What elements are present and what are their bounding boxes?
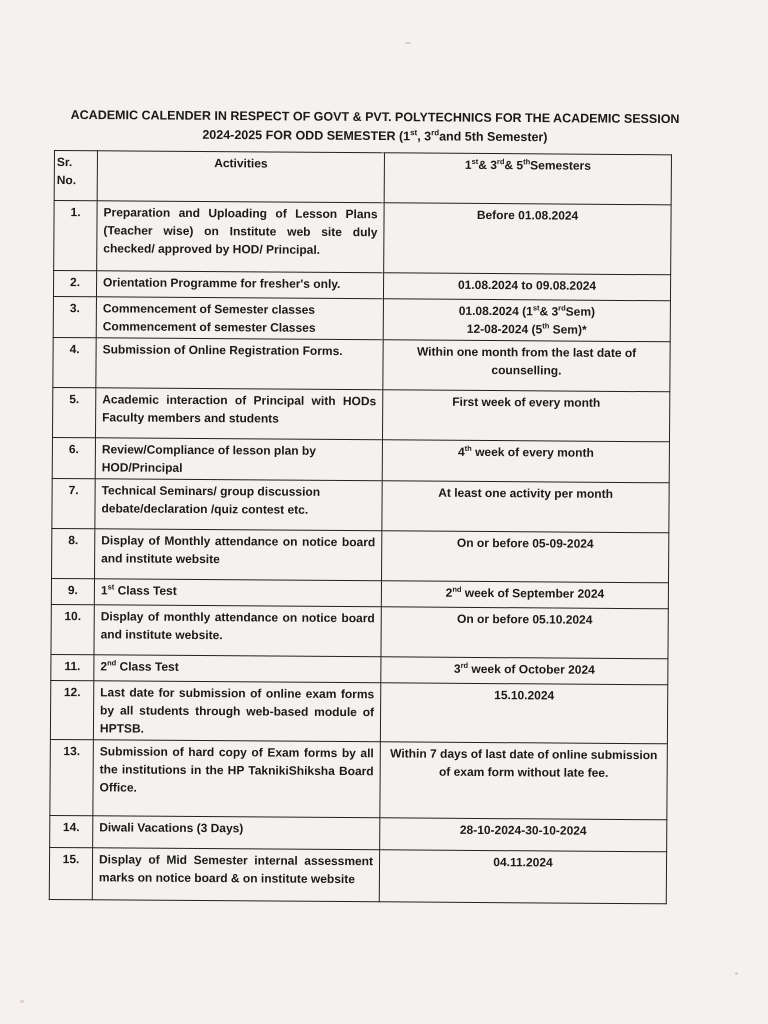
row-sr: 11.	[51, 654, 94, 680]
activity-line: Commencement of Semester classes	[102, 301, 316, 317]
row-sr: 4.	[53, 337, 96, 387]
row-sr: 10.	[51, 604, 94, 654]
row-sr: 9.	[51, 578, 94, 604]
table-row	[52, 387, 669, 441]
row-activity: Submission of Online Registration Forms.	[96, 338, 383, 390]
row-date: Within 7 days of last date of online submission of exam form without late fee.	[380, 742, 668, 820]
row-date: 2nd week of September 2024	[381, 581, 668, 609]
row-activity: Last date for submission of online exam forms by all students through web-based module of HPTSB.	[93, 681, 380, 742]
table-row	[53, 337, 670, 391]
row-activity: Preparation and Uploading of Lesson Plans (Teacher wise) on Institute web site duly checked/ approved by HOD/ Principal.	[97, 201, 384, 273]
table-row	[54, 201, 671, 275]
row-date: 4th week of every month	[382, 440, 669, 483]
title-line-1: ACADEMIC CALENDER IN RESPECT OF GOVT & PVT. POLYTECHNICS FOR THE ACADEMIC SESSION	[70, 107, 680, 127]
row-date	[383, 299, 670, 342]
row-sr: 3.	[53, 296, 96, 337]
row-date: 28-10-2024-30-10-2024	[380, 818, 667, 852]
row-activity: Diwali Vacations (3 Days)	[93, 816, 380, 850]
table-row	[50, 815, 667, 851]
row-activity: Academic interaction of Principal with HODs Faculty members and students	[95, 388, 382, 440]
row-date: 3rd week of October 2024	[381, 657, 668, 685]
row-sr: 8.	[52, 528, 95, 578]
table-header-row	[54, 151, 671, 205]
date-line: 12-08-2024 (5th Sem)*	[466, 321, 587, 337]
row-date: Before 01.08.2024	[384, 203, 671, 275]
row-activity: Review/Compliance of lesson plan by HOD/Principal	[95, 438, 382, 481]
row-date: First week of every month	[382, 390, 669, 442]
row-date: On or before 05-09-2024	[382, 531, 669, 583]
row-activity: Technical Seminars/ group discussion debate/declaration /quiz contest etc.	[95, 479, 382, 531]
row-sr: 14.	[50, 815, 93, 847]
table-row	[50, 680, 667, 743]
row-activity: Orientation Programme for fresher's only.	[96, 271, 383, 299]
row-date: Within one month from the last date of counselling.	[383, 340, 670, 392]
row-activity: 1st Class Test	[94, 579, 381, 607]
row-sr: 13.	[50, 739, 94, 815]
header-semesters: 1st& 3rd& 5thSemesters	[384, 153, 671, 205]
table-row	[53, 296, 670, 341]
row-date: At least one activity per month	[382, 481, 669, 533]
activity-line: Commencement of semester Classes	[102, 319, 316, 335]
row-activity: Display of Monthly attendance on notice board and institute website	[95, 529, 382, 581]
row-activity: 2nd Class Test	[94, 655, 381, 683]
row-sr: 7.	[52, 478, 95, 528]
row-sr: 15.	[49, 847, 92, 899]
row-date: On or before 05.10.2024	[381, 607, 668, 659]
table-row	[52, 478, 669, 532]
row-date: 04.11.2024	[379, 850, 666, 904]
date-line: 01.08.2024 (1st& 3rdSem)	[458, 303, 596, 319]
row-sr: 2.	[53, 271, 96, 297]
row-date: 01.08.2024 to 09.08.2024	[383, 273, 670, 301]
table-row	[50, 739, 668, 819]
header-sr-no: Sr. No.	[54, 151, 97, 201]
title-line-2: 2024-2025 FOR ODD SEMESTER (1st, 3rdand 5th Semester)	[202, 127, 548, 145]
header-activities: Activities	[97, 151, 384, 203]
row-activity: Submission of hard copy of Exam forms by all the institutions in the HP TaknikiShiksha Board Office.	[93, 740, 381, 818]
table-row	[51, 604, 668, 658]
row-activity: Display of monthly attendance on notice board and institute website.	[94, 605, 381, 657]
table-row	[49, 847, 666, 903]
row-sr: 5.	[52, 387, 95, 437]
row-sr: 6.	[52, 437, 95, 478]
row-activity: Display of Mid Semester internal assessment marks on notice board & on institute website	[92, 848, 379, 902]
row-sr: 1.	[54, 201, 97, 271]
row-date: 15.10.2024	[380, 683, 667, 744]
row-sr: 12.	[50, 680, 93, 739]
row-activity	[96, 297, 383, 340]
page-title	[70, 106, 680, 148]
table-row	[52, 437, 669, 482]
academic-calendar-table	[49, 150, 672, 904]
table-row	[52, 528, 669, 582]
